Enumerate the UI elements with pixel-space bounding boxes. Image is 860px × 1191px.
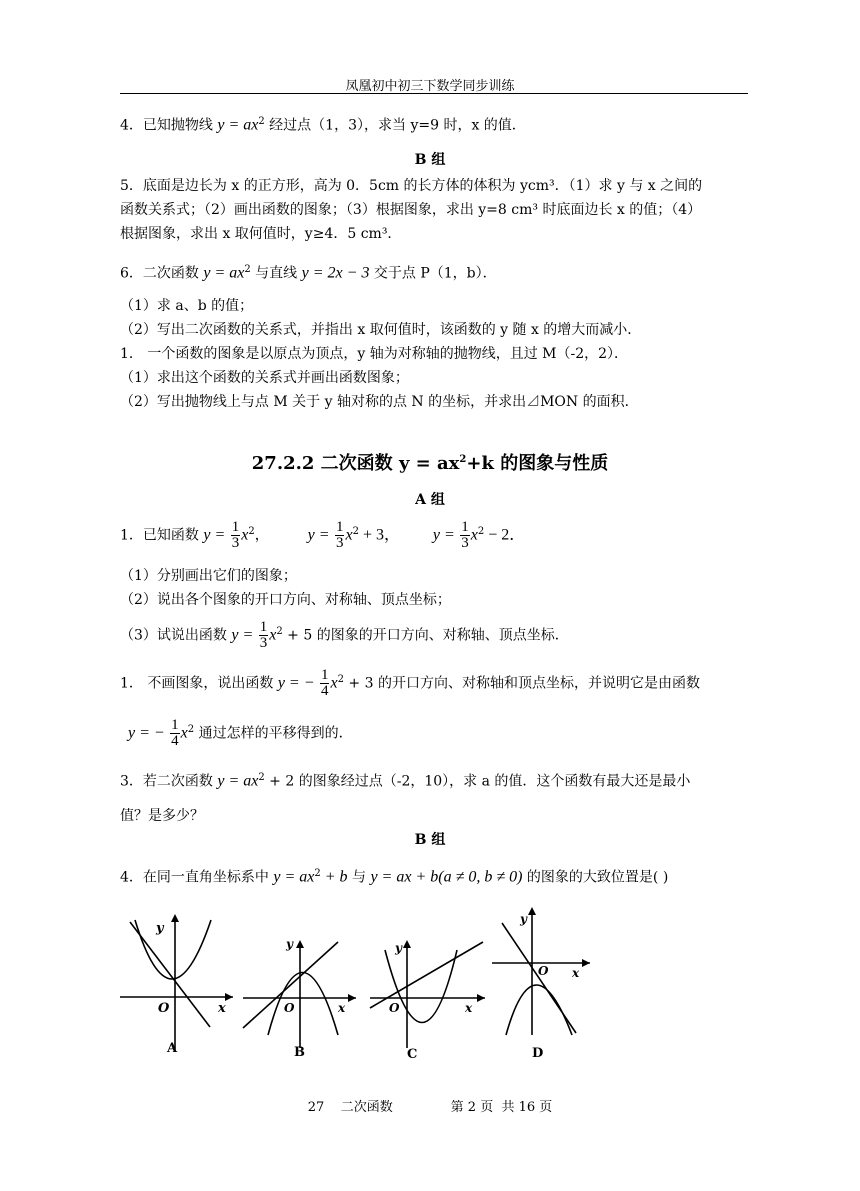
graph-a-y-label: y — [156, 921, 164, 936]
q7-part-2: （2）写出抛物线上与点 M 关于 y 轴对称的点 N 的坐标，并求出⊿MON 的面积． — [120, 394, 639, 410]
a2-exp-2: 2 — [187, 724, 195, 735]
graph-b-y-label: y — [286, 937, 293, 951]
q6-part-1: （1）求 a、b 的值； — [120, 298, 254, 314]
a1s3-x: x — [269, 626, 277, 644]
a2-exp: 2 — [337, 674, 344, 685]
graph-d-origin: O — [538, 964, 549, 978]
a2-x: x — [330, 674, 338, 692]
group-a-heading: A 组 — [415, 492, 445, 508]
graph-c-origin: O — [389, 1001, 400, 1015]
graph-c-y-label: y — [395, 941, 402, 955]
q6-text-end: 交于点 P（1，b）． — [369, 265, 497, 282]
q4-text: 4．已知抛物线 — [120, 117, 218, 134]
a1s3-exp: 2 — [276, 626, 283, 637]
question-6 — [120, 260, 750, 284]
a3-exp: 2 — [258, 772, 265, 783]
b4-text-mid: 与 — [347, 869, 371, 886]
a1s3-y: y = — [231, 626, 254, 644]
q5-line-1: 5．底面是边长为 x 的正方形，高为 0．5cm 的长方体的体积为 ycm³．（1）求 y 与 x 之间的 — [120, 178, 703, 194]
a1-exp-2: 2 — [352, 526, 359, 537]
a1s3-text: （3）试说出函数 — [120, 627, 232, 644]
b4-text-end: 的图象的大致位置是( ) — [522, 869, 669, 886]
graph-b-origin: O — [284, 1001, 295, 1015]
a1-sep-1: ， — [254, 527, 269, 544]
graph-c-x-label: x — [465, 1001, 473, 1015]
a1-y-3: y = — [432, 526, 455, 544]
b4-exp: 2 — [314, 868, 321, 879]
a1-x-1: x — [241, 526, 249, 544]
graph-a-x-label: x — [218, 1001, 226, 1016]
a3-text: 3．若二次函数 — [120, 773, 218, 790]
q7-part-1: （1）求出这个函数的关系式并画出函数图象； — [120, 370, 409, 386]
a1-step-1: （1）分别画出它们的图象； — [120, 568, 297, 584]
q6-part-2: （2）写出二次函数的关系式，并指出 x 取何值时，该函数的 y 随 x 的增大而减小． — [120, 322, 642, 338]
b-question-4 — [120, 864, 750, 888]
page-header: 凤凰初中初三下数学同步训练 — [345, 79, 515, 94]
a-question-2 — [120, 660, 750, 704]
question-4 — [120, 112, 750, 136]
graph-b-label: B — [294, 1045, 305, 1060]
graph-b — [238, 930, 363, 1060]
group-b2-heading: B 组 — [414, 832, 446, 848]
a1-step-2: （2）说出各个图象的开口方向、对称轴、顶点坐标； — [120, 592, 451, 608]
a3-tail: + 2 的图象经过点（-2，10），求 a 的值．这个函数有最大还是最小 — [264, 773, 691, 790]
q6-text: 6．二次函数 — [120, 265, 204, 282]
a1-exp-1: 2 — [248, 526, 255, 537]
q5-line-3: 根据图象，求出 x 取何值时，y≥4．5 cm³． — [120, 226, 402, 242]
q6-exponent: 2 — [244, 264, 251, 275]
q6-text-mid: 与直线 — [250, 265, 302, 282]
graph-d-y-label: y — [520, 912, 527, 926]
header-rule — [120, 93, 748, 94]
a2-text: 1． 不画图象，说出函数 — [120, 675, 278, 692]
a1-exp-3: 2 — [477, 526, 485, 537]
a1-tail-3: − 2． — [484, 526, 526, 544]
a2-y: y = − — [277, 674, 315, 692]
q4-text-end: 经过点（1，3），求当 y=9 时，x 的值． — [264, 117, 526, 134]
a1-fraction-3: $\frac{1}{3}$ — [461, 519, 469, 552]
graph-d-x-label: x — [572, 966, 580, 980]
a1s3-fraction: $\frac{1}{3}$ — [259, 619, 268, 652]
b4-formula-1: y = ax — [273, 868, 315, 886]
b4-formula-1-tail: + b — [320, 868, 348, 886]
q7: 1． 一个函数的图象是以原点为顶点，y 轴为对称轴的抛物线，且过 M（-2，2）． — [120, 346, 629, 362]
a2-x-2: x — [180, 724, 188, 742]
a3-line-2: 值？是多少？ — [120, 808, 204, 824]
a1-x-2: x — [345, 526, 353, 544]
graph-c — [365, 930, 495, 1065]
b4-text: 4．在同一直角坐标系中 — [120, 869, 274, 886]
a1s3-tail: + 5 的图象的开口方向、对称轴、顶点坐标． — [282, 627, 569, 644]
a2-tail: + 3 的开口方向、对称轴和顶点坐标，并说明它是由函数 — [343, 675, 700, 692]
graph-d-label: D — [532, 1046, 544, 1060]
a1-step-3 — [120, 612, 750, 656]
a-question-1 — [120, 512, 750, 556]
q6-formula-2: y = 2x − 3 — [301, 264, 370, 282]
a2-fraction-2: $\frac{1}{4}$ — [171, 717, 179, 750]
a1-fraction-1: $\frac{1}{3}$ — [231, 519, 240, 552]
graph-a-label: A — [167, 1041, 178, 1056]
a2-tail-2: 通过怎样的平移得到的． — [194, 725, 353, 742]
a-question-3 — [120, 768, 750, 792]
graph-d — [490, 905, 600, 1060]
a2-fraction: $\frac{1}{4}$ — [320, 667, 329, 700]
a1-tail-2: + 3， — [358, 526, 400, 544]
graph-a — [115, 912, 240, 1062]
graph-a-origin: O — [158, 1001, 170, 1016]
a1-x-3: x — [470, 526, 478, 544]
q4-exponent: 2 — [258, 116, 265, 127]
page-footer: 27 二次函数 第 2 页 共 16 页 — [307, 1100, 553, 1115]
a1-y: y = — [203, 526, 226, 544]
a2-line-2 — [128, 710, 758, 754]
a2-y-2: y = − — [128, 724, 165, 742]
section-exponent: 2 — [459, 454, 467, 465]
group-b-heading: B 组 — [414, 152, 446, 168]
q6-formula-1: y = ax — [203, 264, 245, 282]
a1-fraction-2: $\frac{1}{3}$ — [335, 519, 344, 552]
section-title — [0, 450, 860, 474]
q5-line-2: 函数关系式；（2）画出函数的图象；（3）根据图象，求出 y=8 cm³ 时底面边长 x 的值；（4） — [120, 202, 702, 218]
q4-formula: y = ax — [217, 116, 259, 134]
section-title-start: 27.2.2 二次函数 y = ax — [251, 453, 460, 474]
a1-y-2: y = — [307, 526, 330, 544]
a3-formula: y = ax — [217, 772, 259, 790]
graph-c-label: C — [407, 1047, 418, 1062]
section-title-end: +k 的图象与性质 — [466, 453, 609, 474]
b4-formula-2: y = ax + b(a ≠ 0, b ≠ 0) — [370, 868, 523, 886]
a1-text: 1．已知函数 — [120, 527, 204, 544]
graph-b-x-label: x — [338, 1001, 346, 1015]
